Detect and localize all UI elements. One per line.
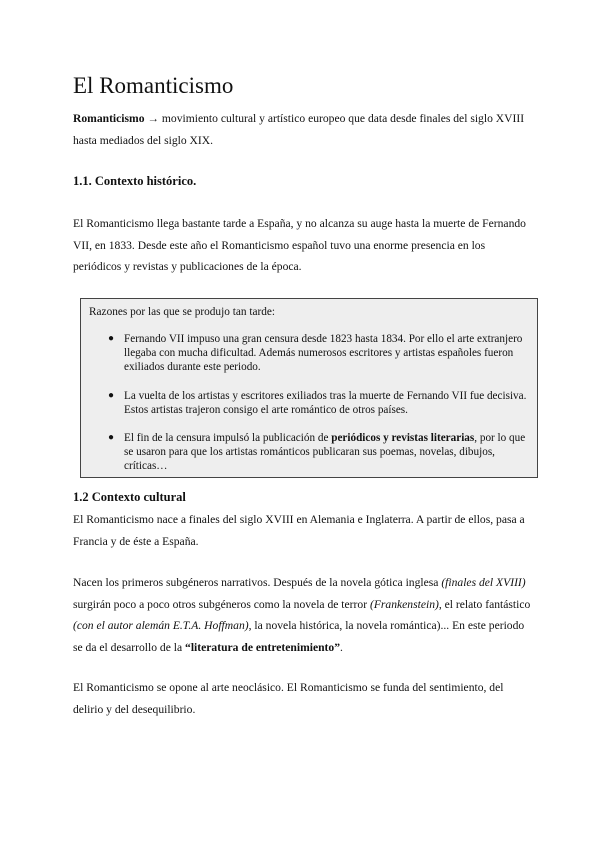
intro-paragraph [73, 108, 533, 151]
cultural-paragraph-3: El Romanticismo se opone al arte neoclásico. El Romanticismo se funda del sentimiento, del delirio y del desequilibrio. [73, 681, 504, 716]
italic-run: (Frankenstein) [369, 597, 439, 611]
reasons-list [81, 332, 537, 488]
text-run: surgirán poco a poco otros subgéneros como la novela de terror [73, 597, 370, 611]
section-heading-cultural: 1.2 Contexto cultural [73, 490, 186, 504]
text-run: , la novela histórica, la novela romántica)... En este periodo se da el desarrollo de la [73, 619, 525, 654]
list-item [81, 389, 537, 417]
section-heading-historical: 1.1. Contexto histórico. [73, 174, 197, 188]
list-item-text: Fernando VII impuso una gran censura desde 1823 hasta 1834. Por ello el arte extranjero llegaba con mucha dificultad. Además numerosos escritores y artistas españoles fueron exiliados durante este periodo. [124, 333, 523, 374]
cultural-paragraph-2 [73, 572, 533, 658]
list-item-text: La vuelta de los artistas y escritores exiliados tras la muerte de Fernando VII fue decisiva. Estos artistas trajeron consigo el arte romántico de otros países. [124, 389, 527, 416]
bullet-icon: ● [108, 432, 115, 444]
bullet-icon: ● [108, 333, 115, 344]
historical-paragraph: El Romanticismo llega bastante tarde a España, y no alcanza su auge hasta la muerte de Fernando VII, en 1833. Desde este año el Romanticismo español tuvo una enorme presencia en los periódicos y revistas y publicaciones de la época. [73, 217, 526, 273]
text-run: , el relato fantástico [438, 597, 531, 611]
text-run: . [340, 640, 343, 654]
bullet-icon: ● [108, 389, 115, 401]
list-item [81, 431, 537, 474]
list-item-emphasis: periódicos y revistas literarias [331, 432, 475, 445]
reasons-box [80, 298, 538, 478]
page-title: El Romanticismo [73, 73, 234, 98]
text-run: Nacen los primeros subgéneros narrativos. Después de la novela gótica inglesa [73, 576, 442, 589]
reasons-box-intro: Razones por las que se produjo tan tarde: [89, 306, 276, 318]
intro-term: Romanticismo [73, 112, 145, 125]
cultural-paragraph-1: El Romanticismo nace a finales del siglo XVIII en Alemania e Inglaterra. A partir de ellos, pasa a Francia y de éste a España. [73, 513, 525, 548]
intro-text: movimiento cultural y artístico europeo que data desde finales del siglo XVIII hasta mediados del siglo XIX. [73, 112, 525, 147]
list-item-text-part: , por lo que se usaron para que los artistas románticos publicaran sus poemas, novelas, dibujos, críticas… [124, 432, 526, 473]
italic-run: (finales del XVIII) [441, 576, 526, 589]
list-item-text-part: El fin de la censura impulsó la publicación de [124, 432, 332, 445]
bold-run: “literatura de entretenimiento” [185, 640, 341, 654]
list-item [81, 332, 537, 375]
list-item-text [124, 432, 525, 472]
arrow-glyph: → [144, 112, 162, 125]
italic-run: (con el autor alemán E.T.A. Hoffman) [73, 619, 249, 632]
